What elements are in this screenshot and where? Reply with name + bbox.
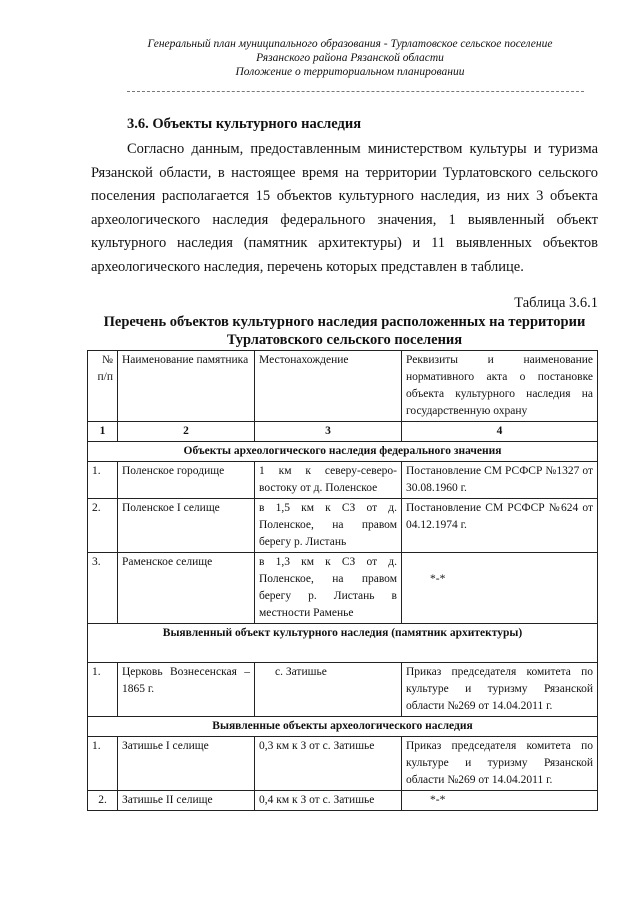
cell-act: *-* [402,791,598,811]
table-label: Таблица 3.6.1 [514,295,598,311]
cell-name: Затишье I селище [118,737,255,791]
heritage-table [87,350,598,811]
cell-num: 1. [88,663,118,717]
header-cell-name: Наименование памятника [118,351,255,422]
cell-location: с. Затишье [255,663,402,717]
header-line-2: Рязанского района Рязанской области [256,52,444,64]
section-title: 3.6. Объекты культурного наследия [127,116,362,132]
header-line-3: Положение о территориальном планировании [235,66,465,78]
table-header-row [88,351,598,422]
cell-num: 1. [88,462,118,499]
table-row [88,499,598,553]
group-heading: Выявленный объект культурного наследия (памятник архитектуры) [88,624,598,663]
cell-num: 2. [88,791,118,811]
column-number: 4 [402,422,598,442]
section-paragraph: Согласно данным, предоставленным министерством культуры и туризма Рязанской области, в настоящее время на территории Турлатовского сельского поселения располагается 15 объектов культурного наследия, из них 3 объекта археологического наследия федерального значения, 1 выявленный объект культурного наследия (памятник архитектуры) и 11 выявленных объектов археологического наследия, перечень которых представлен в таблице. [91,141,598,275]
header-cell-location: Местонахождение [255,351,402,422]
cell-act: *-* [402,553,598,624]
cell-location: 1 км к северу-северо-востоку от д. Поленское [255,462,402,499]
column-number: 1 [88,422,118,442]
column-number-row [88,422,598,442]
header-cell-act: Реквизиты и наименование нормативного акта о постановке объекта культурного наследия на государственную охрану [402,351,598,422]
column-number: 3 [255,422,402,442]
header-cell-num: № п/п [88,351,118,422]
table-row [88,737,598,791]
cell-num: 1. [88,737,118,791]
group-heading: Выявленные объекты археологического наследия [88,717,598,737]
cell-num: 3. [88,553,118,624]
table-row [88,663,598,717]
page-header [60,37,640,79]
cell-location: в 1,5 км к СЗ от д. Поленское, на правом берегу р. Листань [255,499,402,553]
table-row [88,791,598,811]
cell-name: Поленское городище [118,462,255,499]
table-title: Перечень объектов культурного наследия расположенных на территории Турлатовского сельского поселения [103,314,586,348]
group-heading-row [88,624,598,663]
cell-act: Приказ председателя комитета по культуре и туризму Рязанской области №269 от 14.04.2011 г. [402,737,598,791]
group-heading-row [88,442,598,462]
cell-name: Затишье II селище [118,791,255,811]
cell-location: в 1,3 км к СЗ от д. Поленское, на правом берегу р. Листань в местности Раменье [255,553,402,624]
cell-location: 0,4 км к З от с. Затишье [255,791,402,811]
header-divider [127,91,584,92]
table-row [88,553,598,624]
cell-name: Церковь Вознесенская – 1865 г. [118,663,255,717]
cell-act: Постановление СМ РСФСР №624 от 04.12.1974 г. [402,499,598,553]
section-body [91,138,598,280]
cell-name: Поленское I селище [118,499,255,553]
cell-location: 0,3 км к З от с. Затишье [255,737,402,791]
cell-num: 2. [88,499,118,553]
table-row [88,462,598,499]
column-number: 2 [118,422,255,442]
group-heading-row [88,717,598,737]
cell-name: Раменское селище [118,553,255,624]
cell-act: Приказ председателя комитета по культуре и туризму Рязанской области №269 от 14.04.2011 г. [402,663,598,717]
header-line-1: Генеральный план муниципального образования - Турлатовское сельское поселение [147,38,553,50]
cell-act: Постановление СМ РСФСР №1327 от 30.08.1960 г. [402,462,598,499]
group-heading: Объекты археологического наследия федерального значения [88,442,598,462]
